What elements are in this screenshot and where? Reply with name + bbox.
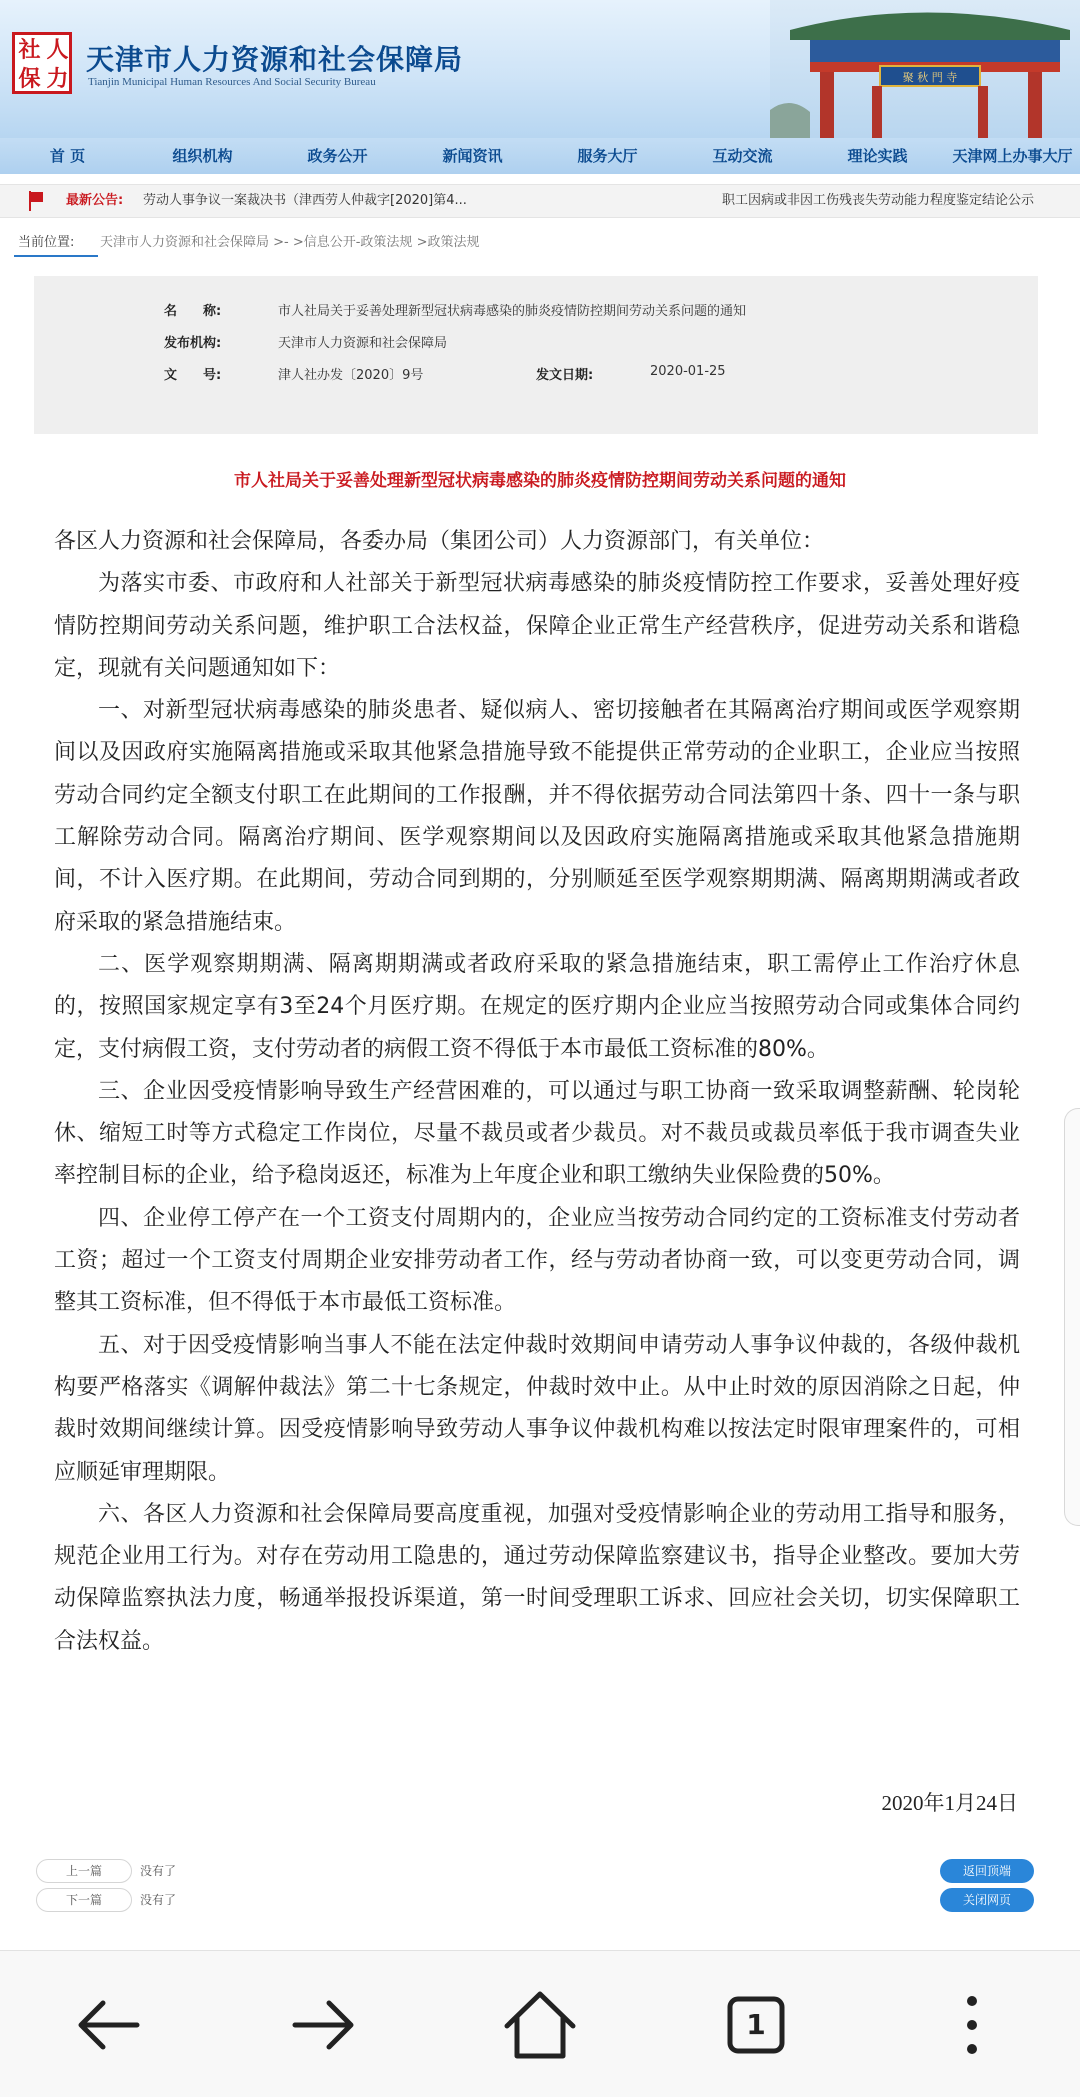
home-icon bbox=[503, 1990, 577, 2060]
ticker-label: 最新公告: bbox=[66, 193, 124, 208]
signature-date: 2020年1月24日 bbox=[881, 1791, 1018, 1815]
docno-value: 津人社办发〔2020〕9号 bbox=[278, 368, 424, 383]
nav-item-news[interactable]: 新闻资讯 bbox=[442, 147, 503, 165]
tabs-button[interactable] bbox=[696, 1951, 816, 2097]
docno-label: 文 号: bbox=[164, 368, 222, 383]
prev-article-button[interactable]: 上一篇 bbox=[36, 1859, 132, 1883]
menu-button[interactable] bbox=[912, 1951, 1032, 2097]
article-paragraph: 四、企业停工停产在一个工资支付周期内的，企业应当按劳动合同约定的工资标准支付劳动者工资；超过一个工资支付周期企业安排劳动者工作，经与劳动者协商一致，可以变更劳动合同，调整其工资标准，但不得低于本市最低工资标准。 bbox=[54, 1205, 1020, 1316]
intro-paragraph: 为落实市委、市政府和人社部关于新型冠状病毒感染的肺炎疫情防控工作要求，妥善处理好疫情防控期间劳动关系问题，维护职工合法权益，保障企业正常生产经营秩序，促进劳动关系和谐稳定，现就有关问题通知如下： bbox=[54, 571, 1020, 681]
tab-count: 1 bbox=[746, 2007, 766, 2041]
salutation-paragraph: 各区人力资源和社会保障局，各委办局（集团公司）人力资源部门，有关单位： bbox=[54, 529, 825, 554]
forward-button[interactable] bbox=[264, 1951, 384, 2097]
announcement-ticker bbox=[0, 184, 1080, 218]
back-to-top-button[interactable]: 返回顶端 bbox=[940, 1859, 1034, 1883]
flag-icon bbox=[28, 191, 44, 211]
nav-item-interaction[interactable]: 互动交流 bbox=[712, 147, 773, 165]
org-value: 天津市人力资源和社会保障局 bbox=[278, 336, 448, 351]
arrow-left-icon bbox=[73, 1995, 143, 2055]
arrow-right-icon bbox=[289, 1995, 359, 2055]
nav-item-service-hall[interactable]: 服务大厅 bbox=[577, 147, 638, 165]
breadcrumb-underline bbox=[14, 255, 98, 257]
document-info-box bbox=[34, 276, 1038, 434]
issue-date-value: 2020-01-25 bbox=[650, 364, 726, 379]
document-body bbox=[54, 521, 1020, 1663]
close-page-button[interactable]: 关闭网页 bbox=[940, 1888, 1034, 1912]
logo-char: 保 bbox=[18, 66, 41, 92]
nav-item-online-service[interactable]: 天津网上办事大厅 bbox=[952, 147, 1073, 165]
article-paragraph: 二、医学观察期期满、隔离期期满或者政府采取的紧急措施结束，职工需停止工作治疗休息的，按照国家规定享有3至24个月医疗期。在规定的医疗期内企业应当按照劳动合同或集体合同约定，支付病假工资，支付劳动者的病假工资不得低于本市最低工资标准的80%。 bbox=[54, 951, 1020, 1062]
document-title: 市人社局关于妥善处理新型冠状病毒感染的肺炎疫情防控期间劳动关系问题的通知 bbox=[234, 471, 846, 491]
next-article-button[interactable]: 下一篇 bbox=[36, 1888, 132, 1912]
site-title[interactable]: 天津市人力资源和社会保障局 bbox=[86, 43, 464, 76]
logo-char: 力 bbox=[46, 66, 69, 92]
prev-article-note: 没有了 bbox=[140, 1864, 177, 1878]
ticker-item[interactable]: 职工因病或非因工伤残丧失劳动能力程度鉴定结论公示 bbox=[722, 193, 1035, 208]
article-paragraph: 六、各区人力资源和社会保障局要高度重视，加强对受疫情影响企业的劳动用工指导和服务，规范企业用工行为。对存在劳动用工隐患的，通过劳动保障监察建议书，指导企业整改。要加大劳动保障监察执法力度，畅通举报投诉渠道，第一时间受理职工诉求、回应社会关切，切实保障职工合法权益。 bbox=[54, 1501, 1020, 1654]
back-button[interactable] bbox=[48, 1951, 168, 2097]
org-label: 发布机构: bbox=[164, 336, 222, 351]
breadcrumb-path[interactable]: 天津市人力资源和社会保障局 >- >信息公开-政策法规 >政策法规 bbox=[100, 235, 480, 250]
ticker-item[interactable]: 劳动人事争议一案裁决书（津西劳人仲裁字[2020]第4... bbox=[143, 193, 467, 208]
browser-toolbar bbox=[0, 1950, 1080, 2097]
nav-item-theory-practice[interactable]: 理论实践 bbox=[847, 147, 908, 165]
name-value: 市人社局关于妥善处理新型冠状病毒感染的肺炎疫情防控期间劳动关系问题的通知 bbox=[278, 304, 747, 319]
nav-item-home[interactable]: 首 页 bbox=[49, 147, 86, 165]
main-nav bbox=[0, 138, 1080, 174]
logo-char: 社 bbox=[18, 37, 41, 63]
more-vertical-icon bbox=[962, 1993, 982, 2057]
article-paragraph: 一、对新型冠状病毒感染的肺炎患者、疑似病人、密切接触者在其隔离治疗期间或医学观察期间以及因政府实施隔离措施或采取其他紧急措施导致不能提供正常劳动的企业职工，企业应当按照劳动合同约定全额支付职工在此期间的工作报酬，并不得依据劳动合同法第四十条、四十一条与职工解除劳动合同。隔离治疗期间、医学观察期间以及因政府实施隔离措施或采取其他紧急措施期间，不计入医疗期。在此期间，劳动合同到期的，分别顺延至医学观察期期满、隔离期期满或者政府采取的紧急措施结束。 bbox=[54, 698, 1020, 935]
home-button[interactable] bbox=[480, 1951, 600, 2097]
nav-item-public-affairs[interactable]: 政务公开 bbox=[307, 147, 368, 165]
logo-char: 人 bbox=[46, 37, 69, 63]
paifang-gate-image bbox=[770, 0, 1080, 138]
name-label: 名 称: bbox=[164, 304, 222, 319]
article-paragraph: 三、企业因受疫情影响导致生产经营困难的，可以通过与职工协商一致采取调整薪酬、轮岗轮休、缩短工时等方式稳定工作岗位，尽量不裁员或者少裁员。对不裁员或裁员率低于我市调查失业率控制目标的企业，给予稳岗返还，标准为上年度企业和职工缴纳失业保险费的50%。 bbox=[54, 1078, 1020, 1189]
next-article-note: 没有了 bbox=[140, 1893, 177, 1907]
issue-date-label: 发文日期: bbox=[536, 368, 594, 383]
edge-panel-handle[interactable] bbox=[1064, 1108, 1080, 1526]
bureau-logo[interactable] bbox=[12, 32, 72, 94]
gate-sign-text: 聚 秋 門 寺 bbox=[902, 71, 958, 84]
nav-item-organization[interactable]: 组织机构 bbox=[172, 147, 233, 165]
site-header bbox=[0, 0, 1080, 138]
site-subtitle: Tianjin Municipal Human Resources And Social Security Bureau bbox=[88, 76, 376, 88]
breadcrumb-label: 当前位置: bbox=[18, 235, 75, 250]
breadcrumb bbox=[0, 228, 1080, 258]
article-paragraph: 五、对于因受疫情影响当事人不能在法定仲裁时效期间申请劳动人事争议仲裁的，各级仲裁机构要严格落实《调解仲裁法》第二十七条规定，仲裁时效中止。从中止时效的原因消除之日起，仲裁时效期间继续计算。因受疫情影响导致劳动人事争议仲裁机构难以按法定时限审理案件的，可相应顺延审理期限。 bbox=[54, 1332, 1020, 1485]
